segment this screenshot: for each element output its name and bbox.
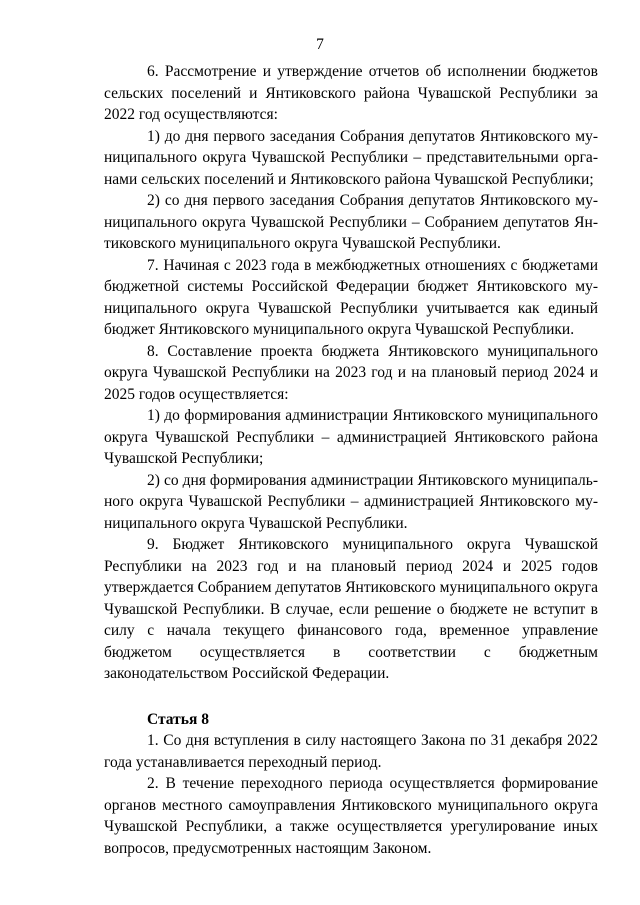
article-heading: Статья 8 [147, 710, 209, 728]
paragraph-8-item-2: 2) со дня формирования администрации Янтиковского муниципального округа Чувашской Республики – администрацией Янтиковского муниципального округа Чувашской Республики. [104, 471, 598, 532]
paragraph-6-item-2: 2) со дня первого заседания Собрания депутатов Янтиковского муниципального округа Чувашской Республики – Собранием депутатов Янтиковского муниципального округа Чувашской Республики. [104, 192, 598, 252]
document-body [104, 61, 598, 859]
paragraph-7: 7. Начиная с 2023 года в межбюджетных отношениях с бюджетами бюджетной системы Российской Федерации бюджет Янтиковского муниципального округа Чувашской Республики учитывается как единый бюджет Янтиковского муниципального округа Чувашской Республики. [104, 256, 598, 338]
paragraph-6-item-1: 1) до дня первого заседания Собрания депутатов Янтиковского муниципального округа Чувашской Республики – представительными органами сельских поселений и Янтиковского района Чувашской Республики; [104, 127, 598, 188]
paragraph-8: 8. Составление проекта бюджета Янтиковского муниципального округа Чувашской Республики на 2023 год и на плановый период 2024 и 2025 годов осуществляется: [104, 342, 598, 403]
article-paragraph-1: 1. Со дня вступления в силу настоящего Закона по 31 декабря 2022 года устанавливается переходный период. [104, 732, 598, 771]
page-number: 7 [316, 36, 324, 53]
paragraph-9: 9. Бюджет Янтиковского муниципального округа Чувашской Республики на 2023 год и на плановый период 2024 и 2025 годов утверждается Собранием депутатов Янтиковского муниципального округа Чувашской Республики. В случае, если решение о бюджете не вступит в силу с начала текущего финансового года, временное управление бюджетом осуществляется в соответствии с бюджетным законодательством Российской Федерации. [104, 536, 598, 682]
article-paragraph-2: 2. В течение переходного периода осуществляется формирование органов местного самоуправления Янтиковского муниципального округа Чувашской Республики, а также осуществляется урегулирование иных вопросов, предусмотренных настоящим Законом. [104, 775, 598, 857]
paragraph-6: 6. Рассмотрение и утверждение отчетов об исполнении бюджетов сельских поселений и Янтиковского района Чувашской Республики за 2022 год осуществляются: [104, 63, 598, 123]
paragraph-8-item-1: 1) до формирования администрации Янтиковского муниципального округа Чувашской Республики – администрацией Янтиковского района Чувашской Республики; [104, 407, 598, 467]
